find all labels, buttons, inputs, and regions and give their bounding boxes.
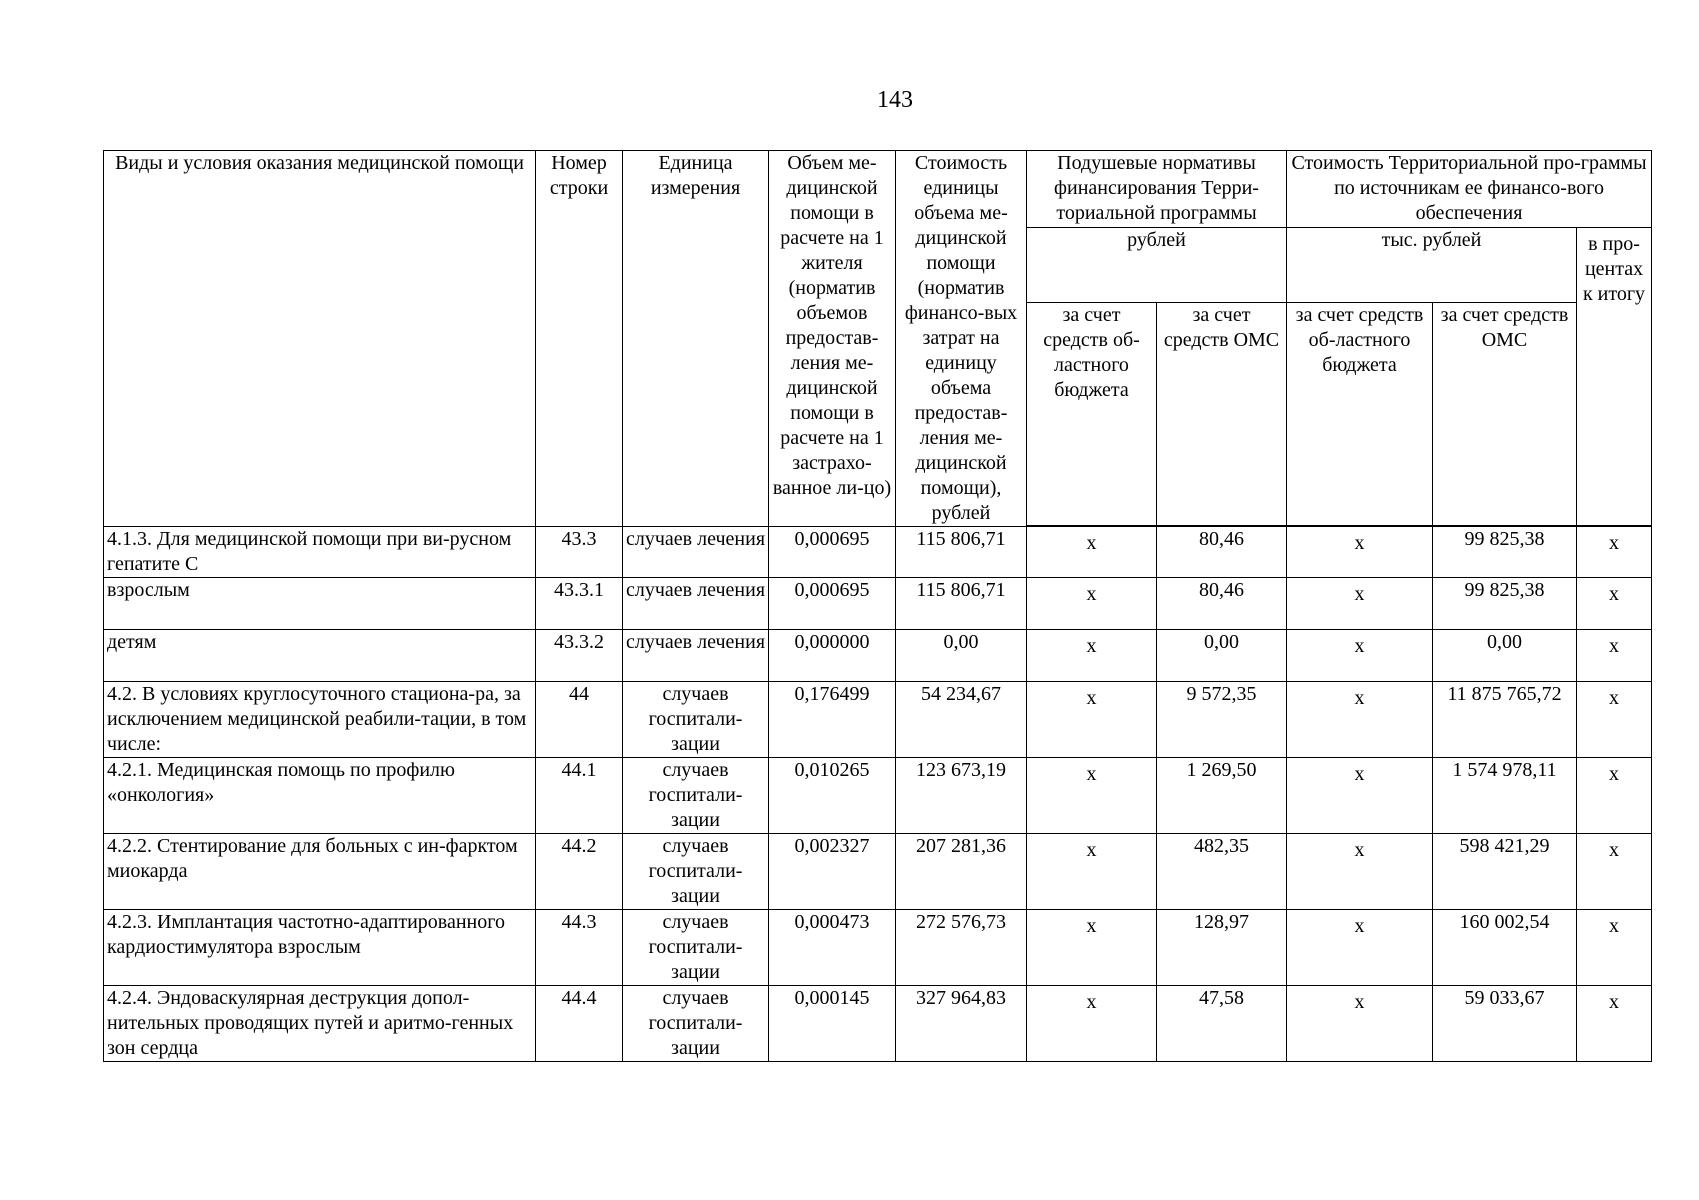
- header-cost: Стоимость единицы объема ме-дицинской помощи (норматив финансо-вых затрат на единицу объема предостав-ления ме-дицинской помощи), рублей: [896, 151, 1027, 527]
- header-per-capita-unit: рублей: [1027, 228, 1287, 303]
- row-percent: х: [1577, 758, 1652, 834]
- row-number: 43.3.1: [536, 578, 623, 630]
- row-tc-oms: 1 574 978,11: [1433, 758, 1577, 834]
- row-number: 44.2: [536, 834, 623, 910]
- row-name: 4.2.1. Медицинская помощь по профилю «онкология»: [104, 758, 536, 834]
- row-pc-oms: 1 269,50: [1157, 758, 1287, 834]
- row-tc-budget: х: [1287, 758, 1433, 834]
- row-pc-budget: х: [1027, 682, 1157, 758]
- row-volume: 0,000000: [769, 630, 896, 682]
- table-row: [104, 986, 1652, 1062]
- header-pc-oms: за счет средств ОМС: [1157, 303, 1287, 526]
- row-pc-oms: 482,35: [1157, 834, 1287, 910]
- header-total-cost-unit: тыс. рублей: [1287, 228, 1577, 303]
- row-pc-oms: 80,46: [1157, 527, 1287, 578]
- row-tc-budget: х: [1287, 986, 1433, 1062]
- row-volume: 0,000473: [769, 910, 896, 986]
- header-volume: Объем ме-дицинской помощи в расчете на 1 жителя (норматив объемов предостав-ления ме-дицинской помощи в расчете на 1 застрахо-ванное ли-цо): [769, 151, 896, 527]
- row-tc-oms: 160 002,54: [1433, 910, 1577, 986]
- row-cost: 115 806,71: [896, 578, 1027, 630]
- table-row: [104, 910, 1652, 986]
- row-number: 43.3.2: [536, 630, 623, 682]
- row-pc-budget: х: [1027, 758, 1157, 834]
- row-unit: случаев госпитали-зации: [623, 758, 769, 834]
- header-pc-budget: за счет средств об-ластного бюджета: [1027, 303, 1157, 526]
- row-pc-budget: х: [1027, 834, 1157, 910]
- row-tc-budget: х: [1287, 630, 1433, 682]
- row-cost: 272 576,73: [896, 910, 1027, 986]
- row-number: 44.1: [536, 758, 623, 834]
- row-percent: х: [1577, 682, 1652, 758]
- row-cost: 0,00: [896, 630, 1027, 682]
- table-row: [104, 758, 1652, 834]
- row-unit: случаев госпитали-зации: [623, 986, 769, 1062]
- row-volume: 0,000145: [769, 986, 896, 1062]
- header-row-number: Номер строки: [536, 151, 623, 527]
- row-name: взрослым: [104, 578, 536, 630]
- row-cost: 207 281,36: [896, 834, 1027, 910]
- row-name: 4.1.3. Для медицинской помощи при ви-русном гепатите С: [104, 527, 536, 578]
- header-tc-budget: за счет средств об-ластного бюджета: [1287, 303, 1433, 526]
- row-volume: 0,176499: [769, 682, 896, 758]
- header-total-cost-group: Стоимость Территориальной про-граммы по источникам ее финансо-вого обеспечения: [1287, 151, 1652, 228]
- row-percent: х: [1577, 910, 1652, 986]
- row-number: 44: [536, 682, 623, 758]
- row-tc-budget: х: [1287, 834, 1433, 910]
- row-name: 4.2.2. Стентирование для больных с ин-фарктом миокарда: [104, 834, 536, 910]
- row-volume: 0,002327: [769, 834, 896, 910]
- row-cost: 327 964,83: [896, 986, 1027, 1062]
- row-volume: 0,000695: [769, 527, 896, 578]
- row-pc-budget: х: [1027, 910, 1157, 986]
- row-unit: случаев лечения: [623, 527, 769, 578]
- row-pc-oms: 0,00: [1157, 630, 1287, 682]
- row-volume: 0,000695: [769, 578, 896, 630]
- row-unit: случаев госпитали-зации: [623, 682, 769, 758]
- row-tc-budget: х: [1287, 527, 1433, 578]
- row-name: 4.2.4. Эндоваскулярная деструкция допол-нительных проводящих путей и аритмо-генных зон сердца: [104, 986, 536, 1062]
- row-percent: х: [1577, 834, 1652, 910]
- row-unit: случаев лечения: [623, 630, 769, 682]
- row-tc-budget: х: [1287, 910, 1433, 986]
- table-row: [104, 682, 1652, 758]
- row-unit: случаев лечения: [623, 578, 769, 630]
- financing-table: [103, 150, 1652, 1062]
- row-cost: 123 673,19: [896, 758, 1027, 834]
- row-tc-oms: 99 825,38: [1433, 527, 1577, 578]
- row-tc-budget: х: [1287, 578, 1433, 630]
- row-number: 44.4: [536, 986, 623, 1062]
- header-per-capita-group: Подушевые нормативы финансирования Терри-ториальной программы: [1027, 151, 1287, 228]
- header-kind: Виды и условия оказания медицинской помощи: [104, 151, 536, 527]
- row-pc-oms: 9 572,35: [1157, 682, 1287, 758]
- table-row: [104, 578, 1652, 630]
- row-tc-budget: х: [1287, 682, 1433, 758]
- row-cost: 54 234,67: [896, 682, 1027, 758]
- row-tc-oms: 59 033,67: [1433, 986, 1577, 1062]
- row-percent: х: [1577, 527, 1652, 578]
- row-pc-budget: х: [1027, 630, 1157, 682]
- row-unit: случаев госпитали-зации: [623, 910, 769, 986]
- page-number: 143: [877, 87, 913, 113]
- row-name: 4.2.3. Имплантация частотно-адаптированного кардиостимулятора взрослым: [104, 910, 536, 986]
- row-percent: х: [1577, 630, 1652, 682]
- header-percent: в про-центах к итогу: [1577, 228, 1652, 526]
- row-pc-oms: 80,46: [1157, 578, 1287, 630]
- row-cost: 115 806,71: [896, 527, 1027, 578]
- row-name: детям: [104, 630, 536, 682]
- row-name: 4.2. В условиях круглосуточного стациона-ра, за исключением медицинской реабили-тации, в том числе:: [104, 682, 536, 758]
- row-percent: х: [1577, 578, 1652, 630]
- row-pc-budget: х: [1027, 986, 1157, 1062]
- row-pc-budget: х: [1027, 527, 1157, 578]
- table-row: [104, 834, 1652, 910]
- row-tc-oms: 0,00: [1433, 630, 1577, 682]
- table-row: [104, 527, 1652, 578]
- row-tc-oms: 598 421,29: [1433, 834, 1577, 910]
- row-pc-budget: х: [1027, 578, 1157, 630]
- row-tc-oms: 11 875 765,72: [1433, 682, 1577, 758]
- table-row: [104, 630, 1652, 682]
- row-unit: случаев госпитали-зации: [623, 834, 769, 910]
- header-tc-oms: за счет средств ОМС: [1433, 303, 1577, 526]
- row-pc-oms: 47,58: [1157, 986, 1287, 1062]
- row-pc-oms: 128,97: [1157, 910, 1287, 986]
- row-number: 43.3: [536, 527, 623, 578]
- row-percent: х: [1577, 986, 1652, 1062]
- header-unit: Единица измерения: [623, 151, 769, 527]
- header-row-1: [104, 151, 1652, 228]
- row-volume: 0,010265: [769, 758, 896, 834]
- row-number: 44.3: [536, 910, 623, 986]
- row-tc-oms: 99 825,38: [1433, 578, 1577, 630]
